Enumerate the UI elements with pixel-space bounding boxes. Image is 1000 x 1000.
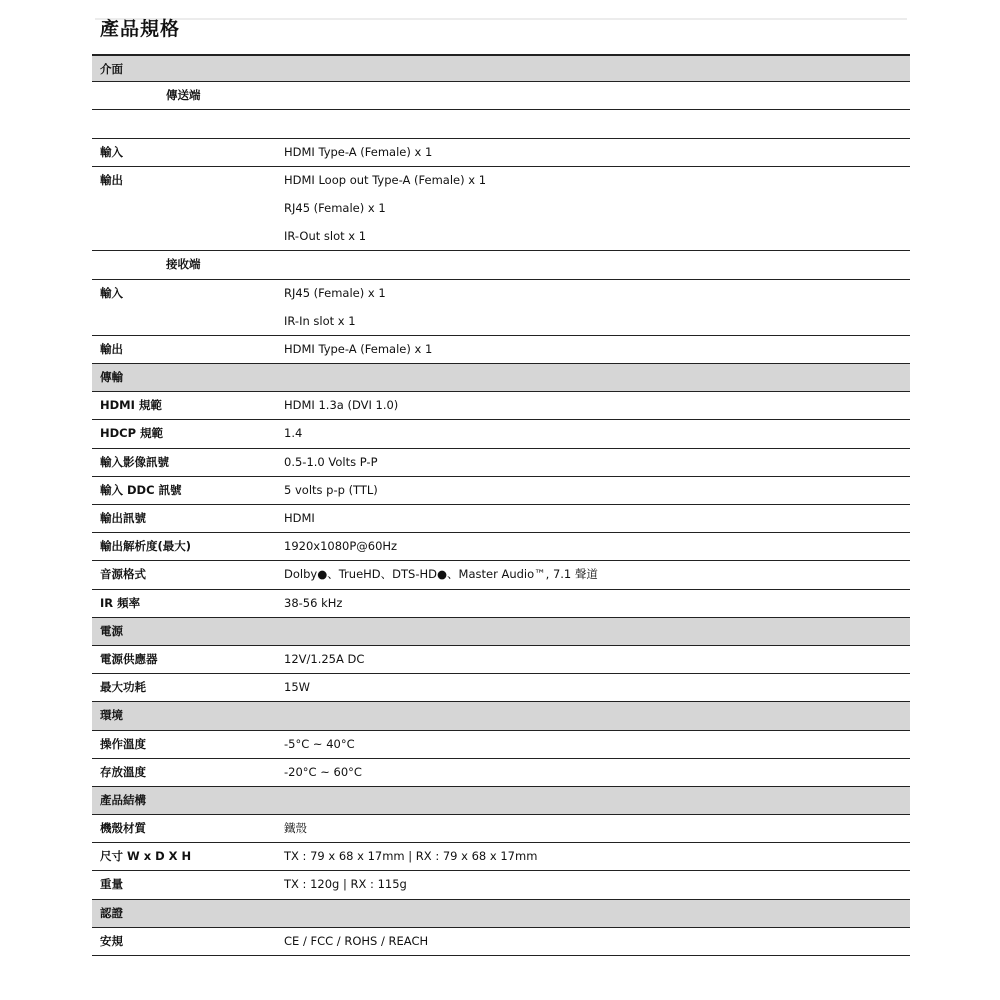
spec-value: IR-In slot x 1: [284, 313, 356, 328]
spec-section-header: [92, 54, 910, 82]
spec-row: [92, 223, 910, 251]
spec-label: 輸出: [100, 341, 123, 356]
spec-label: 尺寸 W x D X H: [100, 849, 192, 864]
spec-row: [92, 561, 910, 589]
section-title: 環境: [100, 708, 123, 723]
spec-label: IR 頻率: [100, 595, 141, 610]
spec-label: 機殼材質: [100, 821, 146, 836]
spec-row: [92, 195, 910, 223]
spec-label: 操作溫度: [100, 736, 146, 751]
spec-row: [92, 167, 910, 195]
spec-label: 輸入: [100, 144, 123, 159]
spec-row: [92, 336, 910, 364]
spec-value: RJ45 (Female) x 1: [284, 200, 386, 215]
spec-row: [92, 82, 910, 110]
top-divider: [95, 18, 907, 20]
spec-value: IR-Out slot x 1: [284, 229, 367, 244]
spec-value: HDMI 1.3a (DVI 1.0): [284, 398, 399, 413]
page-title: 產品規格: [100, 18, 181, 40]
spec-value: 12V/1.25A DC: [284, 651, 365, 666]
spec-section-header: [92, 787, 910, 815]
spec-value: 15W: [284, 680, 311, 695]
spec-row: [92, 110, 910, 138]
spec-value: RJ45 (Female) x 1: [284, 285, 386, 300]
spec-row: [92, 420, 910, 448]
spec-label: 輸出訊號: [100, 511, 146, 525]
spec-label: 安規: [100, 933, 123, 948]
spec-label: 輸出解析度(最大): [100, 539, 192, 554]
spec-value: Dolby●、TrueHD、DTS-HD●、Master Audio™, 7.1 聲道: [284, 567, 598, 582]
spec-row: [92, 646, 910, 674]
spec-label: 最大功耗: [100, 680, 146, 695]
spec-row: [92, 928, 910, 956]
spec-label: HDMI 規範: [100, 398, 162, 413]
spec-label: 輸入 DDC 訊號: [100, 482, 182, 497]
spec-value: HDMI Type-A (Female) x 1: [284, 144, 433, 159]
spec-value: TX : 79 x 68 x 17mm | RX : 79 x 68 x 17mm: [284, 849, 538, 864]
spec-row: [92, 815, 910, 843]
spec-row: [92, 392, 910, 420]
spec-label: 重量: [100, 877, 123, 892]
spec-value: -5°C ~ 40°C: [284, 736, 355, 751]
spec-label: 存放溫度: [100, 764, 146, 779]
spec-section-header: [92, 900, 910, 928]
spec-row: [92, 505, 910, 533]
spec-value: 1.4: [284, 426, 303, 441]
spec-row: [92, 280, 910, 308]
spec-label: 輸入影像訊號: [100, 454, 169, 469]
spec-section-header: [92, 618, 910, 646]
section-title: 產品結構: [100, 792, 146, 807]
spec-value: HDMI Loop out Type-A (Female) x 1: [284, 172, 487, 187]
spec-value: 1920x1080P@60Hz: [284, 539, 398, 554]
spec-value: 5 volts p-p (TTL): [284, 482, 378, 497]
spec-row: [92, 251, 910, 279]
spec-value: 38-56 kHz: [284, 595, 343, 610]
spec-row: [92, 477, 910, 505]
spec-value: HDMI: [284, 511, 315, 525]
spec-row: [92, 449, 910, 477]
spec-table: [92, 54, 910, 956]
section-title: 認證: [100, 905, 123, 920]
spec-row: [92, 590, 910, 618]
spec-section-header: [92, 702, 910, 730]
spec-row: [92, 871, 910, 899]
spec-row: [92, 843, 910, 871]
subsection-title: 傳送端: [166, 88, 201, 103]
spec-row: [92, 139, 910, 167]
section-title: 介面: [100, 62, 123, 76]
spec-value: -20°C ~ 60°C: [284, 764, 362, 779]
spec-row: [92, 308, 910, 336]
spec-label: HDCP 規範: [100, 426, 164, 441]
spec-value: HDMI Type-A (Female) x 1: [284, 341, 433, 356]
spec-section-header: [92, 364, 910, 392]
spec-label: 輸出: [100, 172, 123, 187]
subsection-title: 接收端: [166, 257, 201, 272]
spec-value: CE / FCC / ROHS / REACH: [284, 933, 429, 948]
spec-value: 鐵殼: [284, 821, 307, 836]
spec-value: TX : 120g | RX : 115g: [284, 877, 407, 892]
spec-value: 0.5-1.0 Volts P-P: [284, 454, 378, 469]
section-title: 電源: [100, 623, 123, 638]
spec-row: [92, 731, 910, 759]
section-title: 傳輸: [100, 370, 123, 385]
spec-row: [92, 759, 910, 787]
spec-label: 輸入: [100, 285, 123, 300]
spec-label: 電源供應器: [100, 651, 158, 666]
spec-label: 音源格式: [100, 567, 146, 582]
spec-row: [92, 674, 910, 702]
spec-row: [92, 533, 910, 561]
